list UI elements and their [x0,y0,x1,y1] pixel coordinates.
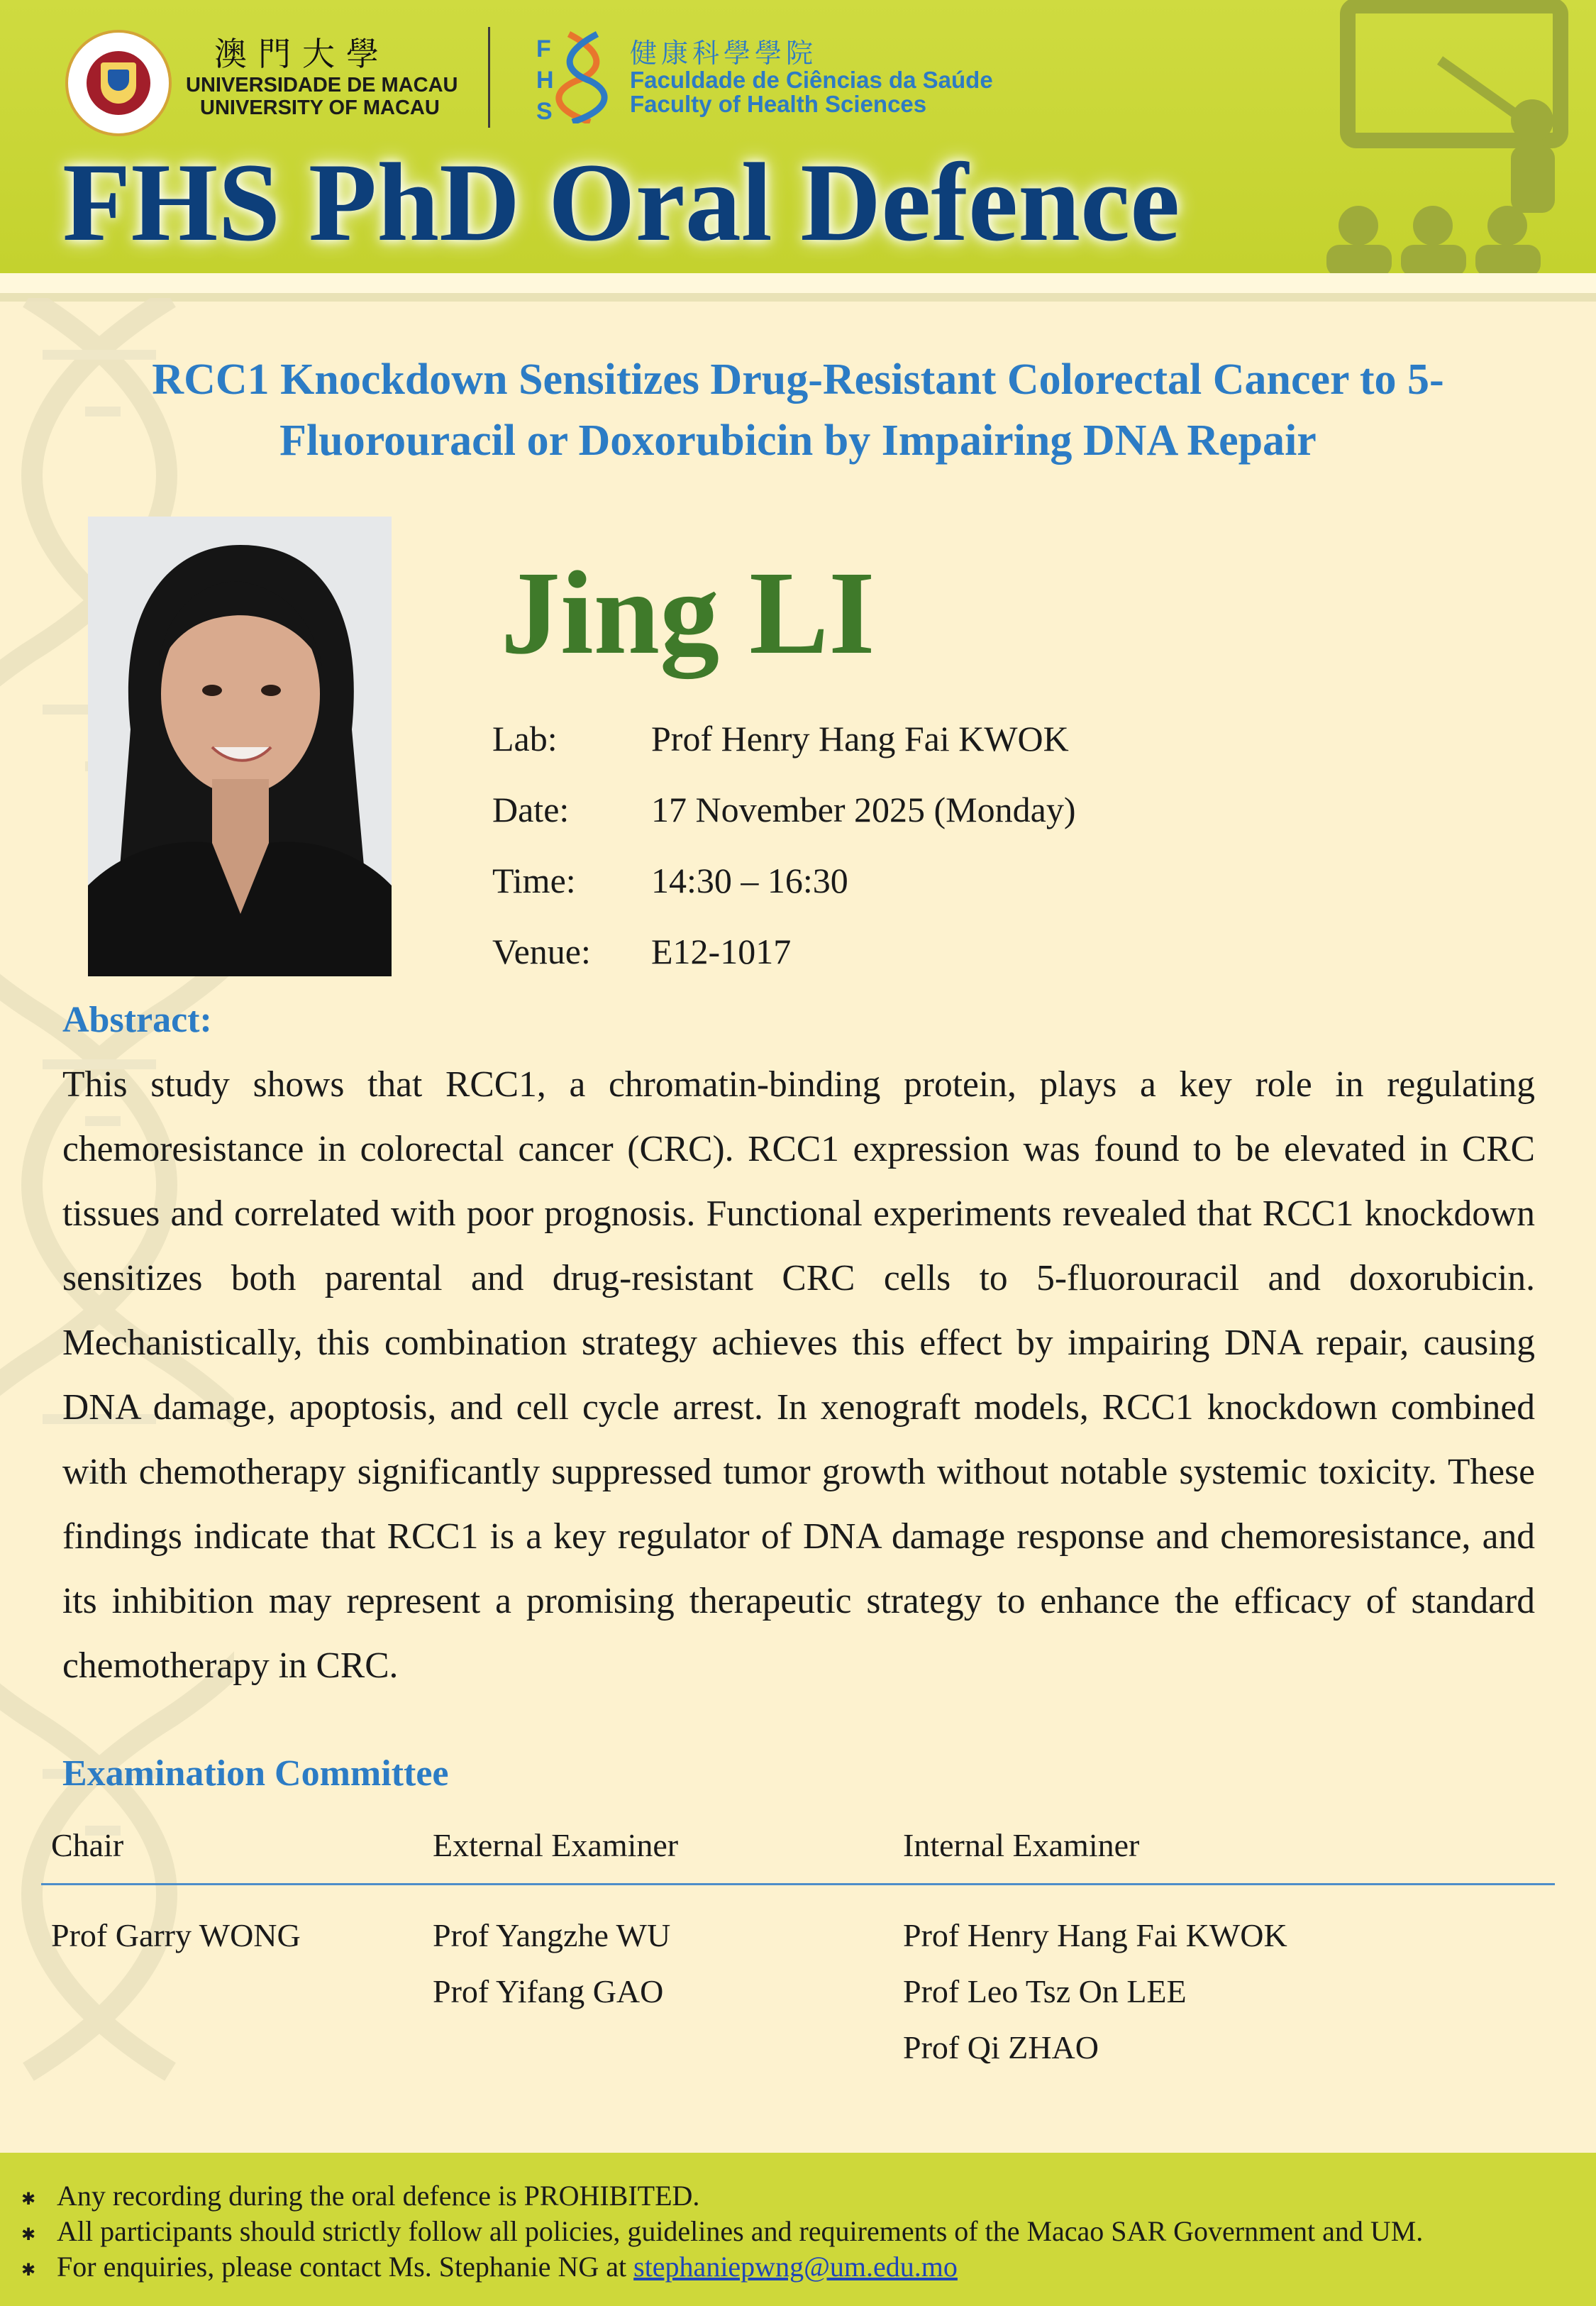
fhs-name-chinese: 健康科學學院 [630,38,818,69]
committee-member: Prof Yangzhe WU [433,1917,671,1953]
venue-label: Venue: [492,932,591,971]
thesis-title: RCC1 Knockdown Sensitizes Drug-Resistant Colorectal Cancer to 5-Fluorouracil or Doxorubicin by Impairing DNA Repair [152,355,1444,465]
committee-internal-header: Internal Examiner [903,1827,1140,1863]
contact-email-link[interactable]: stephaniepwng@um.edu.mo [633,2251,958,2283]
date-value: 17 November 2025 (Monday) [651,790,1076,829]
committee-chair-column [51,1907,301,1963]
committee-member: Prof Garry WONG [51,1917,301,1953]
asterisk-bullet-icon: ✱ [21,2259,36,2280]
footer-note-text: For enquiries, please contact Ms. Stephanie NG at [57,2251,634,2283]
um-name-portuguese: UNIVERSIDADE DE MACAU [186,74,458,96]
abstract-heading: Abstract: [62,1000,212,1040]
committee-member: Prof Qi ZHAO [903,2029,1099,2065]
header-divider-stripe [0,273,1596,293]
fhs-name-english: Faculty of Health Sciences [630,91,927,117]
svg-text:F: F [536,35,551,62]
date-label: Date: [492,790,570,829]
committee-external-column [433,1907,670,2019]
candidate-photo [88,517,392,976]
footer-note-policies [21,2214,1423,2248]
time-label: Time: [492,861,576,900]
committee-divider [41,1883,1555,1885]
footer-note-text: All participants should strictly follow all policies, guidelines and requirements of the Macao SAR Government and UM. [57,2215,1424,2247]
university-of-macau-logo [65,30,172,136]
asterisk-bullet-icon: ✱ [21,2224,36,2244]
venue-value: E12-1017 [651,932,792,971]
fhs-name-portuguese: Faculdade de Ciências da Saúde [630,67,993,93]
time-value: 14:30 – 16:30 [651,861,848,900]
abstract-text: This study shows that RCC1, a chromatin-binding protein, plays a key role in regulating chemoresistance in colorectal cancer (CRC). RCC1 expression was found to be elevated in CRC tissues and correlated with poor prognosis. Functional experiments revealed that RCC1 knockdown sensitizes both parental and drug-resistant CRC cells to 5-fluorouracil and doxorubicin. Mechanistically, this combination strategy achieves this effect by impairing DNA repair, causing DNA damage, apoptosis, and cell cycle arrest. In xenograft models, RCC1 knockdown combined with chemotherapy significantly suppressed tumor growth without notable systemic toxicity. These findings indicate that RCC1 is a key regulator of DNA damage response and chemoresistance, and its inhibition may represent a promising therapeutic strategy to enhance the efficacy of standard chemotherapy in CRC. [62,1064,1535,1686]
header-logo-divider [488,27,490,128]
lab-value: Prof Henry Hang Fai KWOK [651,719,1069,758]
presenter-icon [1305,0,1596,273]
committee-external-header: External Examiner [433,1827,679,1863]
committee-member: Prof Henry Hang Fai KWOK [903,1917,1287,1953]
committee-member: Prof Yifang GAO [433,1973,664,2009]
asterisk-bullet-icon: ✱ [21,2188,36,2209]
svg-text:S: S [536,98,553,123]
footer-note-enquiries [21,2250,958,2283]
candidate-name: Jing LI [501,547,875,679]
committee-heading: Examination Committee [62,1753,449,1794]
committee-chair-header: Chair [51,1827,124,1863]
footer-note-recording [21,2179,699,2212]
footer-note-text: Any recording during the oral defence is PROHIBITED. [57,2180,700,2212]
um-name-english: UNIVERSITY OF MACAU [200,96,440,119]
committee-internal-column [903,1907,1287,2075]
page-title: FHS PhD Oral Defence [62,140,1180,265]
fhs-logo [533,31,611,123]
committee-member: Prof Leo Tsz On LEE [903,1973,1187,2009]
header-divider-shadow [0,293,1596,302]
svg-text:H: H [536,67,554,94]
lab-label: Lab: [492,719,558,758]
um-name-chinese: 澳門大學 [214,35,390,73]
